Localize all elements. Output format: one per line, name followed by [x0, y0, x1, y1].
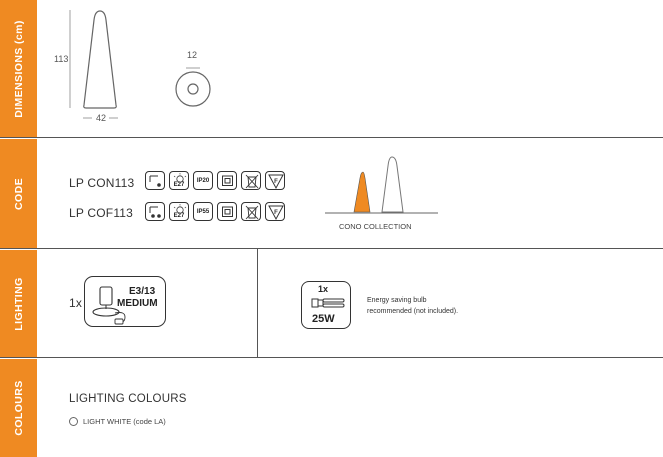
section-label-dimensions: DIMENSIONS (cm)	[12, 19, 25, 118]
collection-label: CONO COLLECTION	[339, 222, 412, 231]
product-code-2: LP COF113	[69, 206, 134, 220]
bulb-icon	[169, 171, 189, 190]
colours-title: LIGHTING COLOURS	[69, 393, 187, 405]
bulb-power: 25W	[312, 313, 335, 325]
ip-rating-1: IP20	[196, 177, 210, 184]
socket-badge	[84, 276, 166, 327]
socket-size: MEDIUM	[117, 298, 158, 309]
socket-label-2: E27	[173, 213, 185, 219]
section-label-colours: COLOURS	[12, 380, 25, 436]
weee-bin-icon	[241, 171, 261, 190]
cone-drawing-top	[170, 60, 220, 110]
divider-1	[0, 137, 663, 138]
section-label-code: CODE	[12, 177, 25, 210]
section-tab-code	[0, 139, 37, 248]
socket-label-1: E27	[173, 182, 185, 188]
bulb-qty: 1x	[318, 284, 329, 294]
cone-drawing-side	[60, 8, 140, 128]
f-mark-icon	[265, 171, 285, 190]
section-tab-lighting	[0, 250, 37, 357]
svg-text:F: F	[274, 210, 278, 216]
ip-rating-icon	[193, 171, 213, 190]
dim-diameter: 12	[187, 50, 198, 60]
dim-height: 113	[54, 54, 69, 64]
double-insulation-icon	[217, 171, 237, 190]
bulb-icon	[169, 202, 189, 221]
class-ii-icon	[145, 202, 165, 221]
dim-width: 42	[96, 113, 107, 123]
bulb-note-line-2: recommended (not included).	[367, 308, 459, 315]
divider-2	[0, 248, 663, 249]
section-tab-colours	[0, 359, 37, 457]
svg-text:F: F	[274, 179, 278, 185]
lighting-divider	[257, 248, 258, 357]
bulb-badge	[301, 281, 351, 329]
colour-option-label: LIGHT WHITE (code LA)	[83, 417, 166, 426]
f-mark-icon	[265, 202, 285, 221]
section-tab-dimensions	[0, 0, 37, 137]
weee-bin-icon	[241, 202, 261, 221]
ip-rating-2: IP55	[196, 208, 210, 215]
colour-option	[69, 417, 166, 426]
product-code-1: LP CON113	[69, 176, 135, 190]
class-ii-icon	[145, 171, 165, 190]
icon-row-1	[145, 171, 285, 190]
icon-row-2	[145, 202, 285, 221]
colour-swatch-light-white	[69, 417, 78, 426]
double-insulation-icon	[217, 202, 237, 221]
ip-rating-icon	[193, 202, 213, 221]
lighting-qty: 1x	[69, 296, 83, 310]
socket-type: E3/13	[129, 286, 156, 297]
cono-collection-illustration	[320, 152, 440, 222]
bulb-note-line-1: Energy saving bulb	[367, 297, 427, 304]
divider-3	[0, 357, 663, 358]
section-label-lighting: LIGHTING	[12, 276, 25, 331]
